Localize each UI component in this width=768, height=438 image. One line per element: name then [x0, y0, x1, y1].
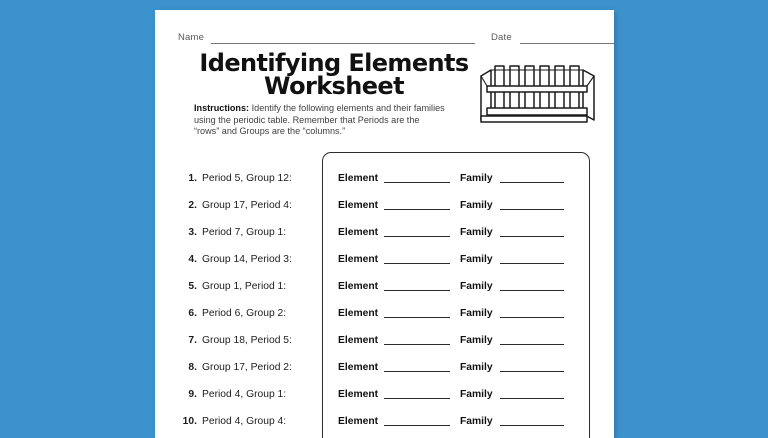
- page-title-line-2: Worksheet: [264, 72, 404, 100]
- question-row: [177, 303, 345, 330]
- answer-row: [338, 249, 586, 276]
- element-label: Element: [338, 416, 379, 427]
- question-row: [177, 411, 345, 438]
- question-prompt: Group 17, Period 2:: [202, 362, 292, 373]
- answer-row: [338, 168, 586, 195]
- element-answer-line[interactable]: [384, 398, 450, 399]
- test-tube-rack-icon: [477, 56, 599, 138]
- worksheet-page: [155, 10, 614, 438]
- answer-list: [338, 168, 586, 438]
- question-row: [177, 384, 345, 411]
- element-label: Element: [338, 308, 379, 319]
- question-prompt: Period 4, Group 4:: [202, 416, 287, 427]
- element-answer-line[interactable]: [384, 344, 450, 345]
- family-answer-line[interactable]: [500, 182, 564, 183]
- question-row: [177, 168, 345, 195]
- answer-row: [338, 195, 586, 222]
- element-label: Element: [338, 200, 379, 211]
- family-label: Family: [460, 389, 493, 400]
- question-row: [177, 195, 345, 222]
- family-label: Family: [460, 254, 493, 265]
- answer-row: [338, 222, 586, 249]
- page-title: [193, 49, 475, 100]
- element-answer-line[interactable]: [384, 425, 450, 426]
- family-answer-line[interactable]: [500, 344, 564, 345]
- element-answer-line[interactable]: [384, 290, 450, 291]
- element-label: Element: [338, 173, 379, 184]
- element-answer-line[interactable]: [384, 371, 450, 372]
- name-write-in-line[interactable]: [211, 43, 475, 44]
- question-number: 1.: [188, 173, 197, 184]
- element-label: Element: [338, 362, 379, 373]
- date-label: Date: [491, 32, 512, 43]
- question-number: 7.: [188, 335, 197, 346]
- answer-row: [338, 411, 586, 438]
- family-answer-line[interactable]: [500, 263, 564, 264]
- element-label: Element: [338, 389, 379, 400]
- family-answer-line[interactable]: [500, 371, 564, 372]
- family-answer-line[interactable]: [500, 236, 564, 237]
- family-label: Family: [460, 281, 493, 292]
- page-title-line-1: Identifying Elements: [199, 49, 469, 77]
- answer-row: [338, 357, 586, 384]
- instructions-block: [194, 103, 446, 138]
- question-prompt: Group 1, Period 1:: [202, 281, 287, 292]
- family-answer-line[interactable]: [500, 398, 564, 399]
- date-write-in-line[interactable]: [520, 43, 614, 44]
- family-label: Family: [460, 308, 493, 319]
- test-tube-rack-illustration: [477, 56, 599, 138]
- question-prompt: Period 5, Group 12:: [202, 173, 292, 184]
- question-number: 5.: [188, 281, 197, 292]
- element-label: Element: [338, 281, 379, 292]
- element-answer-line[interactable]: [384, 263, 450, 264]
- question-prompt: Group 14, Period 3:: [202, 254, 292, 265]
- question-prompt: Group 17, Period 4:: [202, 200, 292, 211]
- question-prompt: Period 6, Group 2:: [202, 308, 287, 319]
- element-answer-line[interactable]: [384, 209, 450, 210]
- question-number: 10.: [182, 416, 197, 427]
- element-answer-line[interactable]: [384, 182, 450, 183]
- family-answer-line[interactable]: [500, 317, 564, 318]
- question-row: [177, 357, 345, 384]
- answer-row: [338, 384, 586, 411]
- question-number: 8.: [188, 362, 197, 373]
- family-answer-line[interactable]: [500, 209, 564, 210]
- instructions-label: Instructions:: [194, 103, 250, 113]
- element-label: Element: [338, 254, 379, 265]
- name-label: Name: [178, 32, 205, 43]
- family-label: Family: [460, 227, 493, 238]
- question-prompt: Group 18, Period 5:: [202, 335, 292, 346]
- question-number: 4.: [188, 254, 197, 265]
- question-row: [177, 276, 345, 303]
- answer-row: [338, 276, 586, 303]
- question-prompt: Period 7, Group 1:: [202, 227, 287, 238]
- family-label: Family: [460, 416, 493, 427]
- question-prompt: Period 4, Group 1:: [202, 389, 287, 400]
- question-number: 9.: [188, 389, 197, 400]
- family-label: Family: [460, 173, 493, 184]
- element-label: Element: [338, 227, 379, 238]
- question-number: 6.: [188, 308, 197, 319]
- family-answer-line[interactable]: [500, 425, 564, 426]
- question-list: [177, 168, 345, 438]
- answer-row: [338, 330, 586, 357]
- answer-row: [338, 303, 586, 330]
- name-date-row: [178, 32, 598, 48]
- question-row: [177, 330, 345, 357]
- family-label: Family: [460, 335, 493, 346]
- element-answer-line[interactable]: [384, 317, 450, 318]
- element-label: Element: [338, 335, 379, 346]
- question-number: 3.: [188, 227, 197, 238]
- family-label: Family: [460, 200, 493, 211]
- instructions-body: Identify the following elements and their families using the periodic table. Remember that Periods are the “rows” and Groups are the “columns.”: [194, 103, 445, 137]
- family-answer-line[interactable]: [500, 290, 564, 291]
- question-row: [177, 249, 345, 276]
- question-row: [177, 222, 345, 249]
- family-label: Family: [460, 362, 493, 373]
- element-answer-line[interactable]: [384, 236, 450, 237]
- question-number: 2.: [188, 200, 197, 211]
